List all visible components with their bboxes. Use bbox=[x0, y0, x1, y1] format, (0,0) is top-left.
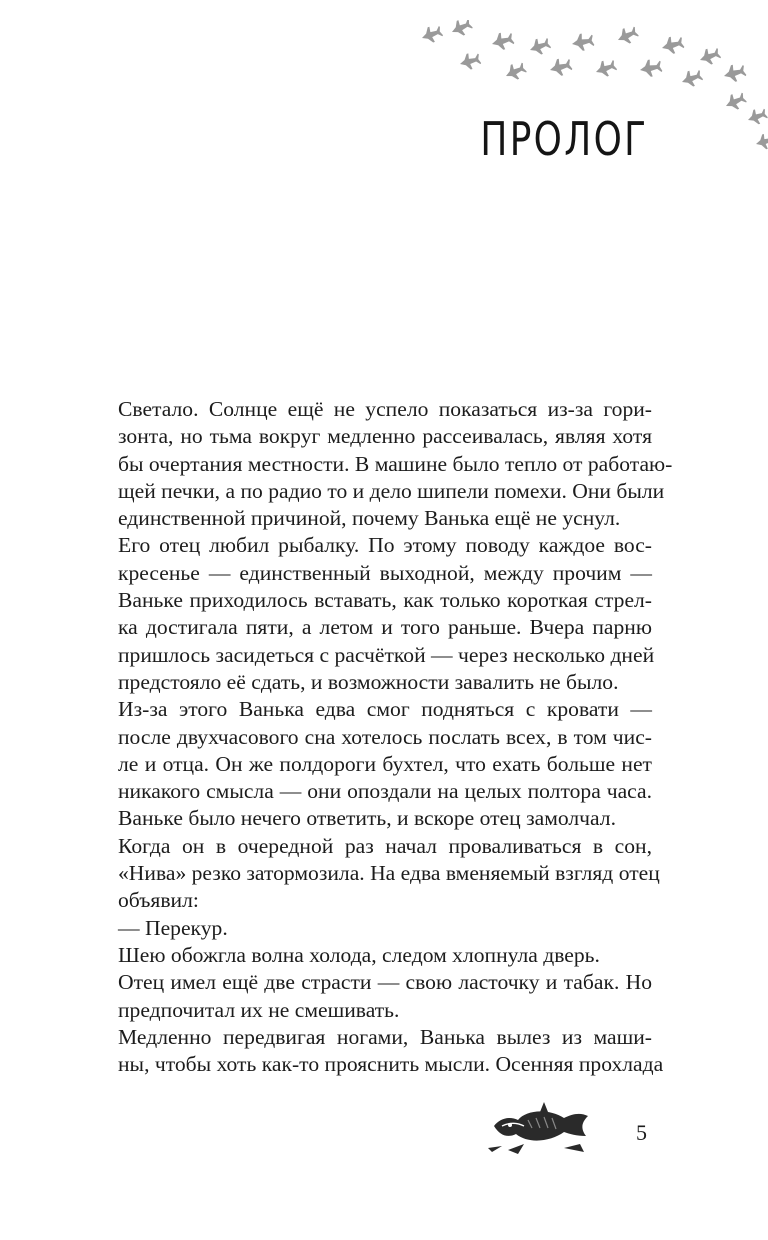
text-line: Светало. Солнце ещё не успело показаться из-за гори- bbox=[118, 397, 652, 421]
text-line: ны, чтобы хоть как-то прояснить мысли. Осенняя прохлада bbox=[118, 1052, 664, 1077]
text-line: никакого смысла — они опоздали на целых полтора часа. bbox=[118, 779, 652, 804]
text-line: ка достигала пяти, а летом и того раньше. Вчера парню bbox=[118, 615, 652, 640]
page-number: 5 bbox=[636, 1120, 647, 1145]
text-line: объявил: bbox=[118, 888, 199, 913]
text-line: предпочитал их не смешивать. bbox=[118, 997, 400, 1022]
text-line: предстояло её сдать, и возможности завалить не было. bbox=[118, 669, 619, 694]
text-line: Ваньке приходилось вставать, как только короткая стрел- bbox=[118, 588, 652, 613]
text-line: Когда он в очередной раз начал проваливаться в сон, bbox=[118, 833, 652, 858]
text-line: единственной причиной, почему Ванька ещё не уснул. bbox=[118, 506, 621, 531]
text-line: Из-за этого Ванька едва смог подняться с кровати — bbox=[118, 697, 652, 722]
text-line: пришлось засидеться с расчёткой — через несколько дней bbox=[118, 642, 655, 667]
chapter-title: ПРОЛОГ bbox=[479, 112, 648, 166]
chapter-body bbox=[118, 396, 673, 1078]
text-line: Шею обожгла волна холода, следом хлопнула дверь. bbox=[118, 942, 600, 967]
fish-ornament-icon bbox=[488, 1098, 592, 1156]
text-line: Ваньке было нечего ответить, и вскоре отец замолчал. bbox=[118, 806, 616, 831]
text-line: — Перекур. bbox=[118, 915, 228, 940]
text-line: ле и отца. Он же полдороги бухтел, что ехать больше нет bbox=[118, 751, 652, 776]
text-line: зонта, но тьма вокруг медленно рассеивалась, являя хотя bbox=[118, 424, 652, 449]
text-line: щей печки, а по радио то и дело шипели помехи. Они были bbox=[118, 478, 665, 503]
text-line: бы очертания местности. В машине было тепло от работаю- bbox=[118, 451, 673, 476]
text-line: кресенье — единственный выходной, между прочим — bbox=[118, 560, 652, 585]
text-line: Медленно передвигая ногами, Ванька вылез из маши- bbox=[118, 1024, 652, 1049]
text-line: после двухчасового сна хотелось послать всех, в том чис- bbox=[118, 724, 652, 749]
text-line: «Нива» резко затормозила. На едва вменяемый взгляд отец bbox=[118, 861, 660, 886]
text-line: Отец имел ещё две страсти — свою ласточку и табак. Но bbox=[118, 970, 652, 995]
text-line: Его отец любил рыбалку. По этому поводу каждое вос- bbox=[118, 533, 652, 558]
